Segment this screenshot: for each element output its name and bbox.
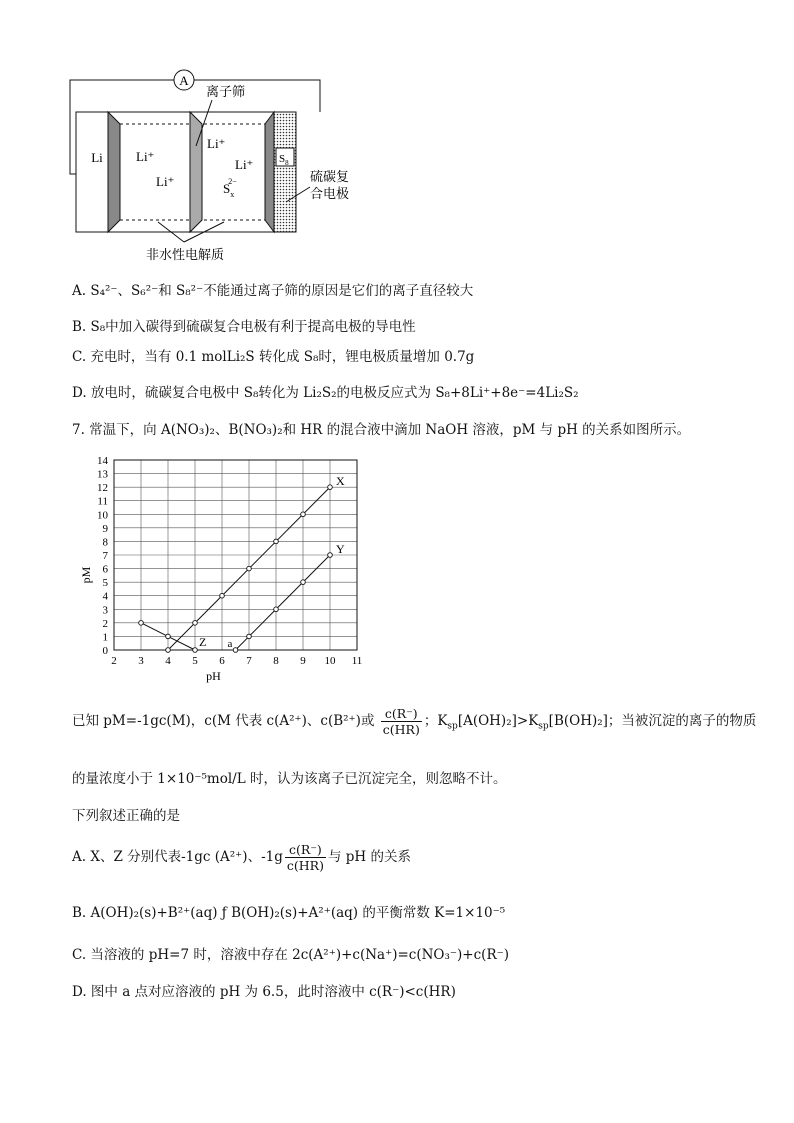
q7-stem: 7. 常温下，向 A(NO₃)₂、B(NO₃)₂和 HR 的混合液中滴加 NaOH 溶液，pM 与 pH 的关系如图所示。 (72, 422, 691, 438)
x-tick-label: 11 (351, 655, 363, 667)
x-tick-label: 5 (192, 655, 198, 667)
y-tick-label: 11 (97, 495, 108, 508)
li-electrode (76, 112, 108, 232)
data-point-X (301, 512, 306, 517)
data-point-Z (139, 621, 144, 626)
y-tick-label: 12 (97, 482, 108, 495)
y-tick-label: 3 (102, 604, 108, 617)
y-tick-label: 2 (102, 617, 108, 630)
left-ion-2: Li⁺ (156, 174, 175, 189)
annotation-a: a (227, 638, 233, 650)
sx-ion: $S_x2-$ (223, 177, 237, 199)
data-point-Z (166, 634, 171, 639)
q7-option-a-frac-num: c(R⁻) (285, 842, 326, 858)
y-tick-label: 0 (102, 645, 108, 657)
li-electrode-label: Li (91, 150, 103, 165)
q7-option-a (72, 842, 411, 873)
x-tick-label: 9 (300, 655, 306, 667)
y-tick-label: 8 (102, 536, 108, 549)
q7-option-c: C. 当溶液的 pH=7 时，溶液中存在 2c(A²⁺)+c(Na⁺)=c(NO₃⁻)+c(R⁻) (72, 947, 510, 963)
y-tick-label: 14 (97, 455, 108, 467)
q7-prompt: 下列叙述正确的是 (72, 808, 180, 824)
y-tick-label: 5 (102, 577, 108, 590)
x-tick-label: 4 (165, 655, 171, 667)
electrolyte-label: 非水性电解质 (146, 247, 225, 262)
q6-option-c: C. 充电时，当有 0.1 molLi₂S 转化成 S₈时，锂电极质量增加 0.7g (72, 349, 475, 365)
y-tick-label: 13 (97, 468, 108, 481)
data-point-Y (274, 607, 279, 612)
q7-known-sp2: sp (538, 721, 549, 732)
x-tick-label: 6 (219, 655, 225, 667)
data-point-X (328, 485, 333, 490)
q7-option-a-fraction (285, 842, 326, 873)
ion-sieve (190, 112, 202, 232)
left-ion-1: Li⁺ (136, 149, 155, 164)
x-tick-label: 8 (273, 655, 279, 667)
q6-option-b: B. S₈中加入碳得到硫碳复合电极有利于提高电极的导电性 (72, 319, 416, 335)
q7-option-a-frac-den: c(HR) (286, 858, 324, 873)
q7-known-frac-den: c(HR) (382, 722, 420, 737)
y-tick-label: 7 (102, 550, 108, 562)
data-point-X (247, 566, 252, 571)
composite-label-2: 合电极 (310, 186, 350, 201)
y-tick-label: 10 (97, 509, 108, 522)
data-point-Y (328, 553, 333, 558)
q7-option-d: D. 图中 a 点对应溶液的 pH 为 6.5，此时溶液中 c(R⁻)<c(HR) (72, 984, 456, 1000)
y-tick-label: 4 (102, 590, 108, 603)
data-point-Y (301, 580, 306, 585)
data-point-X (193, 621, 198, 626)
x-tick-label: 2 (111, 655, 117, 667)
x-tick-label: 3 (138, 655, 144, 667)
q7-known-frac-num: c(R⁻) (381, 706, 422, 722)
composite-electrode (274, 112, 296, 232)
series-label-Z: Z (199, 635, 207, 649)
battery-diagram (60, 62, 380, 272)
series-label-X: X (336, 474, 345, 489)
x-axis-label: pH (206, 669, 221, 683)
q7-option-b: B. A(OH)₂(s)+B²⁺(aq) ƒ B(OH)₂(s)+A²⁺(aq) 的平衡常数 K=1×10⁻⁵ (72, 905, 506, 921)
q6-option-a: A. S₄²⁻、S₆²⁻和 S₈²⁻不能通过离子筛的原因是它们的离子直径较大 (72, 283, 474, 299)
composite-label-1: 硫碳复 (310, 169, 350, 184)
q7-known-sp1: sp (447, 721, 458, 732)
right-electrode-plate (265, 112, 274, 232)
q7-known-c: [A(OH)₂]>K (457, 713, 539, 729)
y-axis-label: pM (79, 566, 93, 584)
y-tick-label: 9 (102, 522, 108, 535)
x-tick-label: 10 (324, 655, 336, 667)
pm-ph-chart (76, 450, 376, 690)
q7-known-a: 已知 pM=-1gc(M)，c(M 代表 c(A²⁺)、c(B²⁺)或 (72, 713, 375, 729)
data-point-X (166, 648, 171, 653)
q7-known-line2: 的量浓度小于 1×10⁻⁵mol/L 时，认为该离子已沉淀完全，则忽略不计。 (72, 771, 507, 787)
series-label-Y: Y (336, 542, 345, 556)
left-electrode-plate (108, 112, 120, 232)
right-ion-2: Li⁺ (235, 157, 254, 172)
ammeter-label: A (179, 73, 189, 88)
right-ion-1: Li⁺ (207, 136, 226, 151)
q6-option-d: D. 放电时，硫碳复合电极中 S₈转化为 Li₂S₂的电极反应式为 S₈+8Li⁺+8e⁻=4Li₂S₂ (72, 385, 579, 401)
data-point-X (274, 539, 279, 544)
q7-option-a-pre: A. X、Z 分别代表-1gc (A²⁺)、-1g (72, 849, 283, 865)
x-tick-label: 7 (246, 655, 252, 667)
q7-known-d: [B(OH)₂]；当被沉淀的离子的物质 (548, 713, 757, 729)
data-point-Z (193, 648, 198, 653)
sieve-label: 离子筛 (206, 84, 246, 99)
q7-known-line1 (72, 706, 756, 737)
q7-known-b: ；K (423, 713, 448, 729)
data-point-X (220, 593, 225, 598)
data-point-Y (247, 634, 252, 639)
s8-label: $S_8$ (279, 153, 289, 167)
q7-known-fraction (381, 706, 422, 737)
y-tick-label: 1 (102, 631, 108, 644)
y-tick-label: 6 (102, 563, 108, 576)
q7-option-a-post: 与 pH 的关系 (327, 849, 411, 865)
data-point-Y (233, 648, 238, 653)
